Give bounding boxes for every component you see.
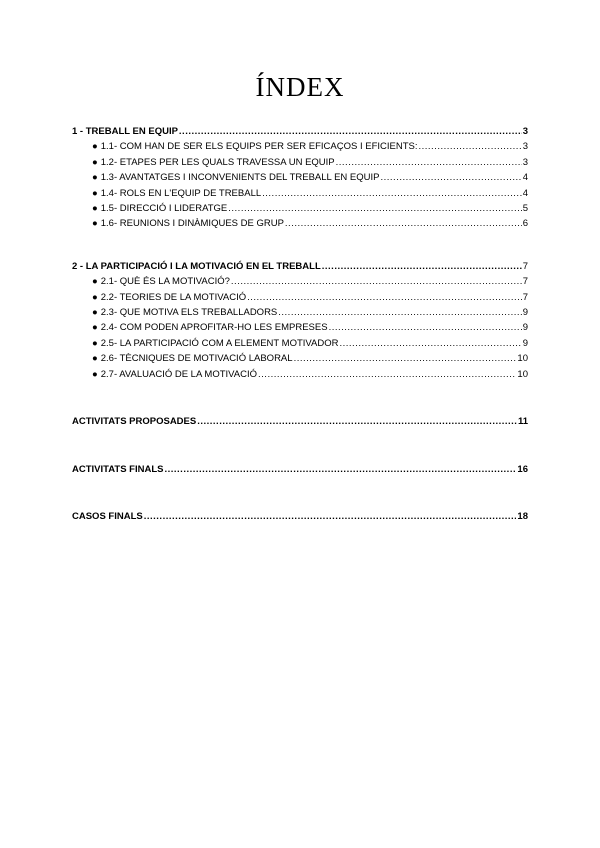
toc-leader xyxy=(247,290,522,305)
bullet-icon: ● xyxy=(92,141,98,153)
bullet-icon: ● xyxy=(92,291,98,303)
toc-page-number: 18 xyxy=(517,510,528,522)
toc-item-label: 1.1- COM HAN DE SER ELS EQUIPS PER SER EFICAÇOS I EFICIENTS: xyxy=(100,141,418,153)
toc-page-number: 3 xyxy=(522,126,528,137)
toc-chapter-label: 2 - LA PARTICIPACIÓ I LA MOTIVACIÓ EN EL TREBALL xyxy=(72,260,321,272)
bullet-icon: ● xyxy=(92,353,98,365)
toc-page-number: 10 xyxy=(517,368,528,380)
toc-item-2-2[interactable] xyxy=(72,290,528,305)
toc-leader xyxy=(231,274,522,289)
toc-chapter-1[interactable] xyxy=(72,124,528,139)
toc-leader xyxy=(258,367,516,382)
toc-item-2-4[interactable] xyxy=(72,320,528,335)
toc-leader xyxy=(228,201,521,216)
toc-page-number: 4 xyxy=(522,172,528,184)
toc-item-label: 2.5- LA PARTICIPACIÓ COM A ELEMENT MOTIVADOR xyxy=(100,337,339,349)
bullet-icon: ● xyxy=(92,307,98,319)
toc-item-1-4[interactable] xyxy=(72,186,528,201)
toc-item-label: 2.7- AVALUACIÓ DE LA MOTIVACIÓ xyxy=(100,368,258,380)
toc-item-2-3[interactable] xyxy=(72,305,528,320)
toc-item-1-5[interactable] xyxy=(72,201,528,216)
page-title: ÍNDEX xyxy=(255,72,345,102)
bullet-icon: ● xyxy=(92,276,98,288)
toc-leader xyxy=(339,336,521,351)
toc-leader xyxy=(144,509,517,524)
bullet-icon: ● xyxy=(92,337,98,349)
toc-item-label: 2.6- TÈCNIQUES DE MOTIVACIÓ LABORAL xyxy=(100,353,293,365)
toc-item-label: 2.2- TEORIES DE LA MOTIVACIÓ xyxy=(100,291,247,303)
bullet-icon: ● xyxy=(92,156,98,168)
bullet-icon: ● xyxy=(92,322,98,334)
toc-item-label: 2.1- QUÈ ÉS LA MOTIVACIÓ? xyxy=(100,276,230,288)
toc-item-label: 1.4- ROLS EN L'EQUIP DE TREBALL xyxy=(100,187,262,199)
toc-item-1-3[interactable] xyxy=(72,170,528,185)
toc-leader xyxy=(262,186,522,201)
toc-item-label: 1.5- DIRECCIÓ I LIDERATGE xyxy=(100,203,228,215)
toc-leader xyxy=(197,414,517,429)
toc-item-2-7[interactable] xyxy=(72,367,528,382)
bullet-icon: ● xyxy=(92,172,98,184)
toc-page-number: 10 xyxy=(517,353,528,365)
toc-page-number: 9 xyxy=(522,337,528,349)
toc-item-1-2[interactable] xyxy=(72,155,528,170)
toc-item-label: 2.3- QUE MOTIVA ELS TREBALLADORS xyxy=(100,307,278,319)
toc-page-number: 7 xyxy=(522,291,528,303)
toc-item-2-1[interactable] xyxy=(72,274,528,289)
toc-item-1-6[interactable] xyxy=(72,216,528,231)
toc-page-number: 7 xyxy=(522,260,528,272)
toc-chapter-label: 1 - TREBALL EN EQUIP xyxy=(72,126,178,137)
toc-page-number: 3 xyxy=(522,156,528,168)
toc-chapter-label: ACTIVITATS PROPOSADES xyxy=(72,416,197,428)
toc-leader xyxy=(294,351,517,366)
bullet-icon: ● xyxy=(92,218,98,230)
table-of-contents xyxy=(72,124,528,524)
toc-page-number: 3 xyxy=(522,141,528,153)
toc-item-2-5[interactable] xyxy=(72,336,528,351)
toc-chapter-2[interactable] xyxy=(72,259,528,274)
toc-item-label: 1.2- ETAPES PER LES QUALS TRAVESSA UN EQUIP xyxy=(100,156,335,168)
bullet-icon: ● xyxy=(92,368,98,380)
toc-leader xyxy=(179,124,522,139)
toc-item-1-1[interactable] xyxy=(72,139,528,154)
toc-activitats-finals[interactable] xyxy=(72,462,528,477)
toc-leader xyxy=(285,216,522,231)
toc-casos-finals[interactable] xyxy=(72,509,528,524)
toc-activitats-proposades[interactable] xyxy=(72,414,528,429)
toc-item-label: 1.3- AVANTATGES I INCONVENIENTS DEL TREBALL EN EQUIP xyxy=(100,172,380,184)
toc-page-number: 9 xyxy=(522,322,528,334)
toc-page-number: 9 xyxy=(522,307,528,319)
toc-chapter-label: CASOS FINALS xyxy=(72,510,143,522)
toc-leader xyxy=(329,320,522,335)
toc-page-number: 11 xyxy=(517,416,528,428)
toc-item-label: 1.6- REUNIONS I DINÀMIQUES DE GRUP xyxy=(100,218,284,230)
toc-leader xyxy=(336,155,522,170)
toc-leader xyxy=(278,305,521,320)
toc-leader xyxy=(164,462,516,477)
toc-page-number: 16 xyxy=(517,463,528,475)
toc-item-label: 2.4- COM PODEN APROFITAR-HO LES EMPRESES xyxy=(100,322,328,334)
toc-page-number: 6 xyxy=(522,218,528,230)
toc-item-2-6[interactable] xyxy=(72,351,528,366)
toc-page-number: 5 xyxy=(522,203,528,215)
toc-leader xyxy=(381,170,522,185)
toc-page-number: 4 xyxy=(522,187,528,199)
toc-leader xyxy=(322,259,522,274)
toc-leader xyxy=(418,139,521,154)
bullet-icon: ● xyxy=(92,187,98,199)
toc-chapter-label: ACTIVITATS FINALS xyxy=(72,463,164,475)
bullet-icon: ● xyxy=(92,203,98,215)
toc-page-number: 7 xyxy=(522,276,528,288)
